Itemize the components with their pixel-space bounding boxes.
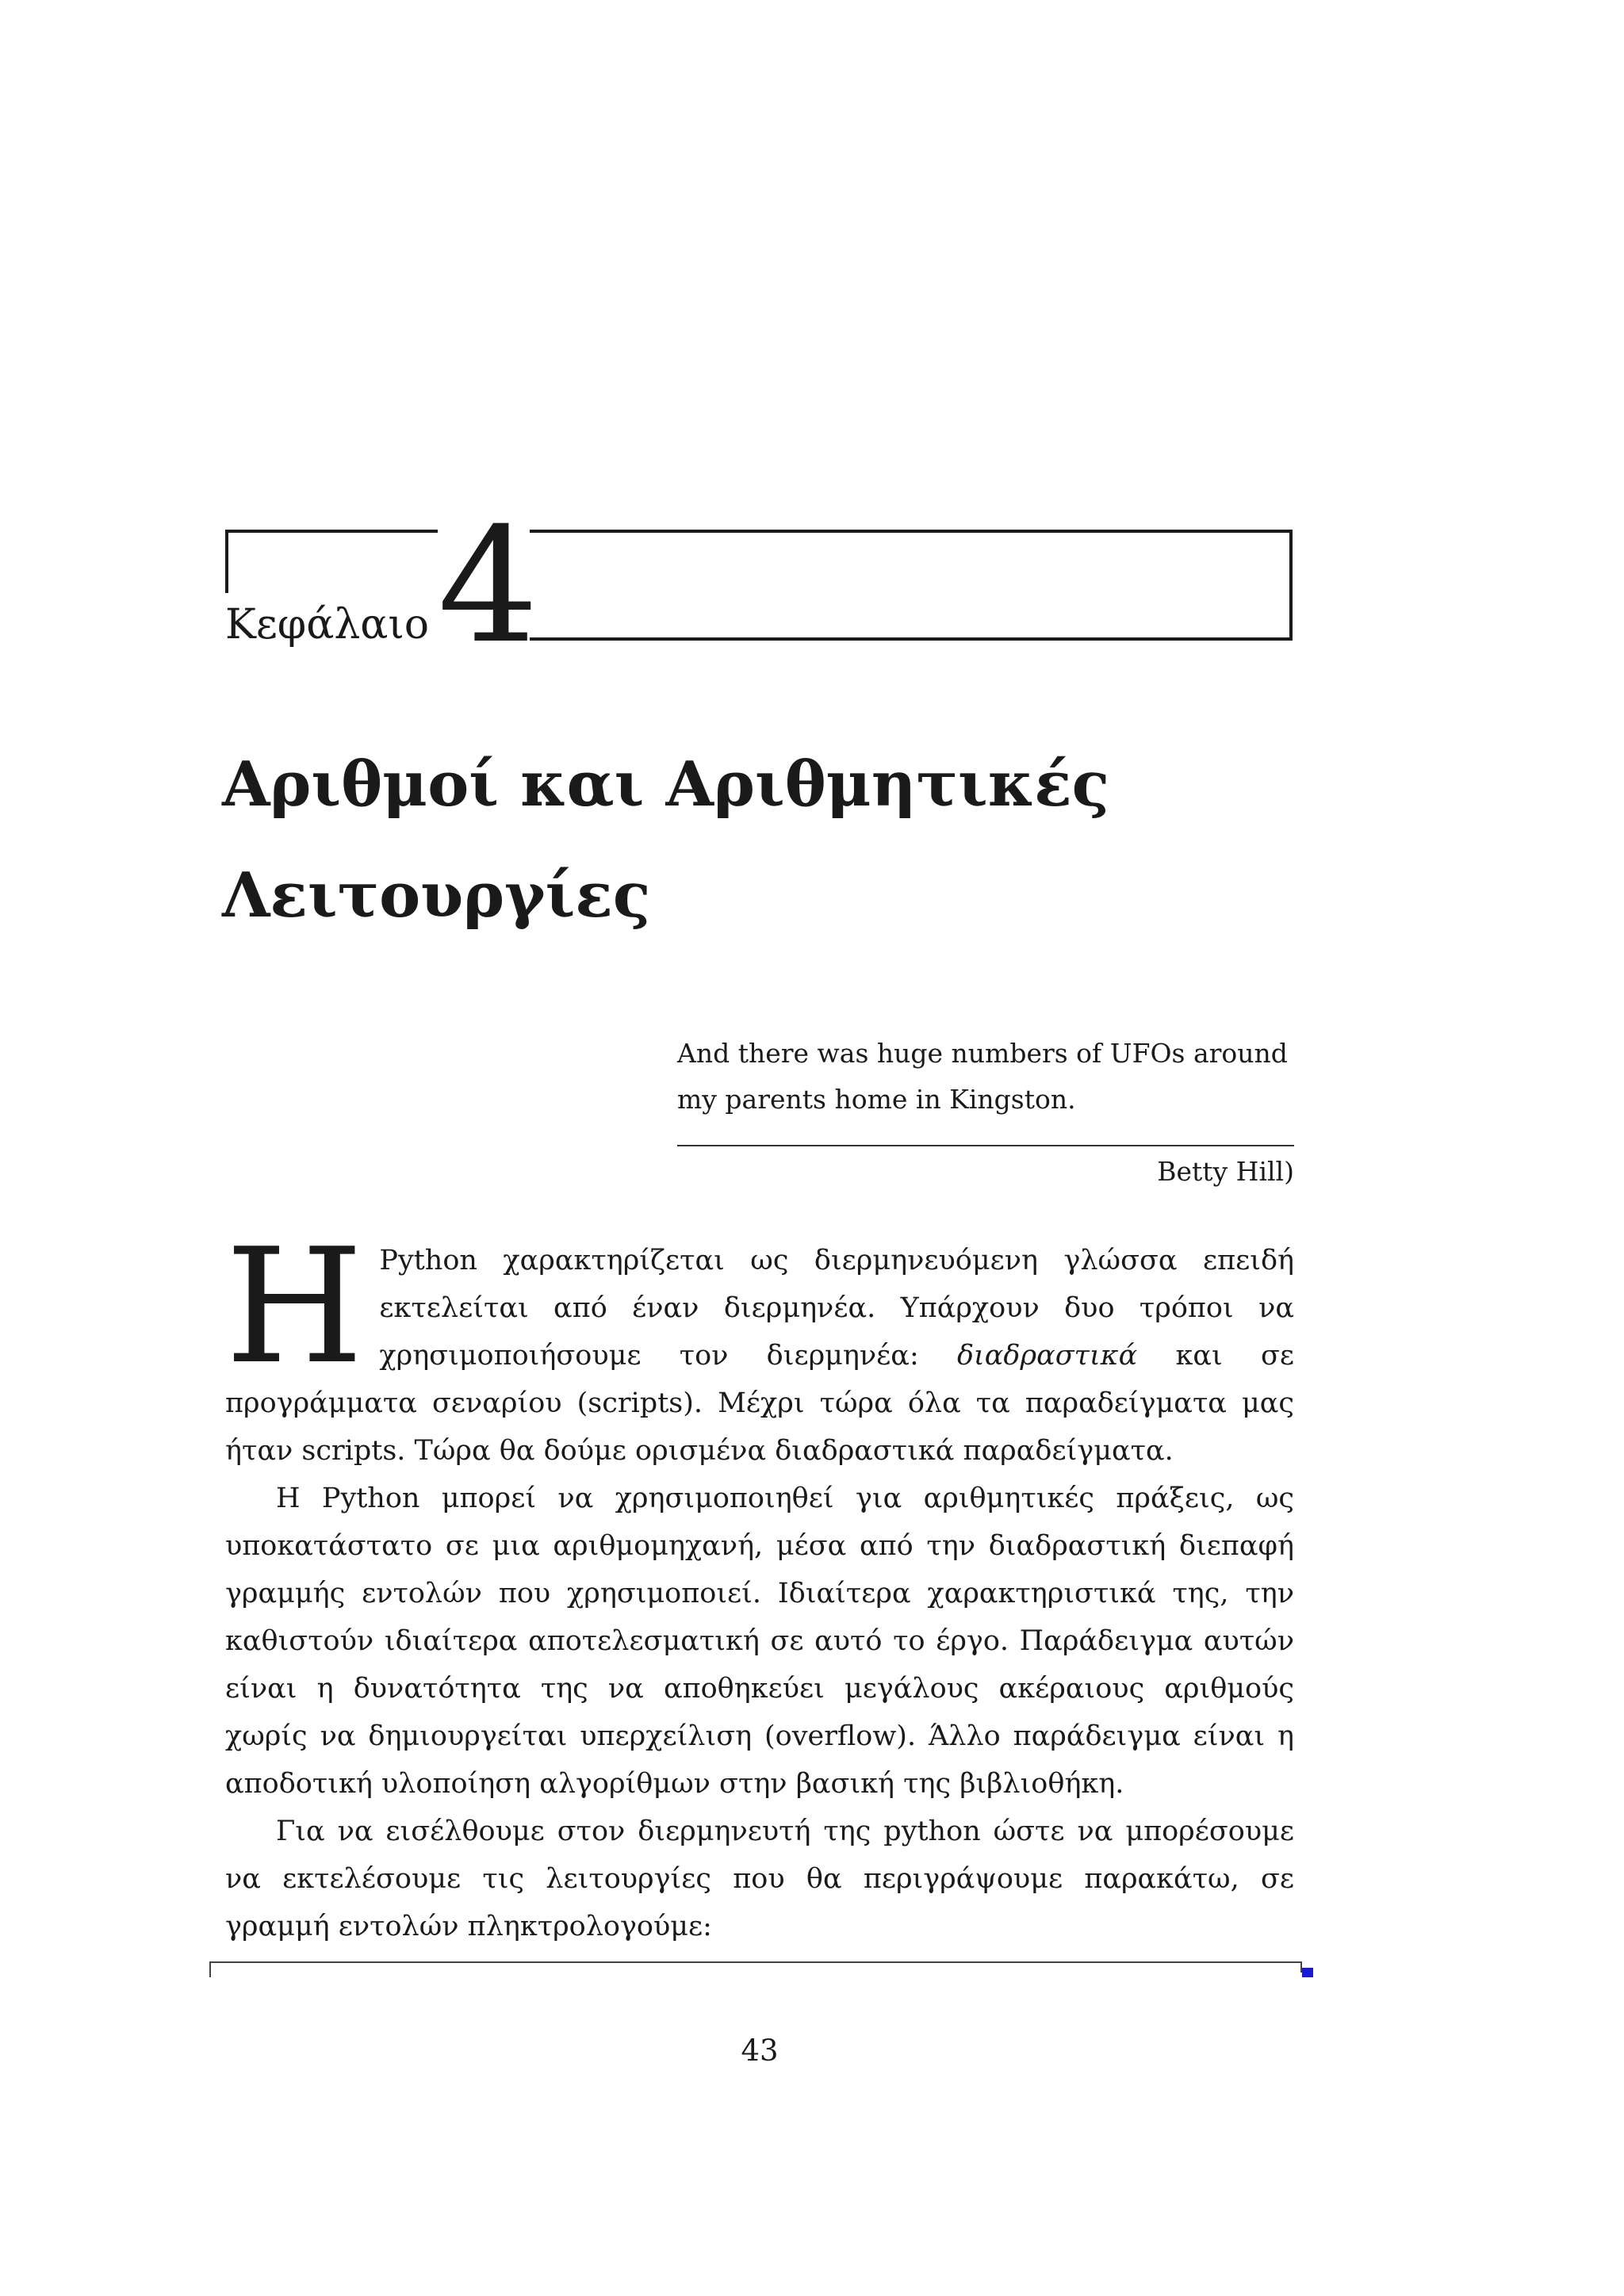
drop-cap: Η bbox=[225, 1215, 364, 1399]
paragraph-1 bbox=[225, 1215, 1294, 1475]
paragraph-3: Για να εισέλθουμε στον διερμηνευτή της python ώστε να μπορέσουμε να εκτελέσουμε τις λειτουργίες που θα περιγράψουμε παρακάτω, σε γραμμή εντολών πληκτρολογούμε: bbox=[225, 1816, 1294, 1942]
chapter-title-line2: Λειτουργίες bbox=[222, 859, 651, 932]
paragraph-1-text-b: και σε προγράμματα σεναρίου (scripts). Μέχρι τώρα όλα τα παραδείγματα μας ήταν scripts. Τώρα θα δούμε ορισμένα διαδραστικά παραδείγματα. bbox=[225, 1340, 1294, 1467]
frame-corner-marker bbox=[1302, 1968, 1313, 1977]
frame-rule bbox=[530, 637, 1293, 641]
page-number: 43 bbox=[741, 2034, 779, 2068]
code-frame-left bbox=[209, 1961, 211, 1977]
frame-rule bbox=[530, 530, 1293, 533]
frame-rule bbox=[225, 530, 228, 593]
chapter-label: Κεφάλαιο bbox=[225, 601, 430, 649]
chapter-number: 4 bbox=[438, 494, 539, 679]
frame-rule bbox=[1289, 530, 1293, 641]
epigraph-author: Betty Hill) bbox=[1157, 1156, 1294, 1187]
frame-rule bbox=[225, 530, 438, 533]
chapter-title bbox=[222, 729, 1332, 951]
paragraph-1-text-a: Python χαρακτηρίζεται ως διερμηνευόμενη γλώσσα επειδή εκτελείται από έναν διερμηνέα. Υπάρχουν δυο τρόποι να χρησιμοποιήσουμε τον διερμηνέα: bbox=[379, 1245, 1294, 1372]
epigraph-quote: And there was huge numbers of UFOs around my parents home in Kingston. bbox=[677, 1038, 1288, 1115]
code-frame-top bbox=[209, 1961, 1302, 1963]
body-text bbox=[225, 1215, 1294, 1950]
paragraph-1-emphasis: διαδραστικά bbox=[956, 1340, 1138, 1372]
paragraph-2: Η Python μπορεί να χρησιμοποιηθεί για αριθμητικές πράξεις, ως υποκατάστατο σε μια αριθμομηχανή, μέσα από την διαδραστική διεπαφή γραμμής εντολών που χρησιμοποιεί. Ιδιαίτερα χαρακτηριστικά της, την καθιστούν ιδιαίτερα αποτελεσματική σε αυτό το έργο. Παράδειγμα αυτών είναι η δυνατότητα της να αποθηκεύει μεγάλους ακέραιους αριθμούς χωρίς να δημιουργείται υπερχείλιση (overflow). Άλλο παράδειγμα είναι η αποδοτική υλοποίηση αλγορίθμων στην βασική της βιβλιοθήκη. bbox=[225, 1483, 1294, 1800]
chapter-title-line1: Αριθμοί και Αριθμητικές bbox=[222, 748, 1110, 821]
